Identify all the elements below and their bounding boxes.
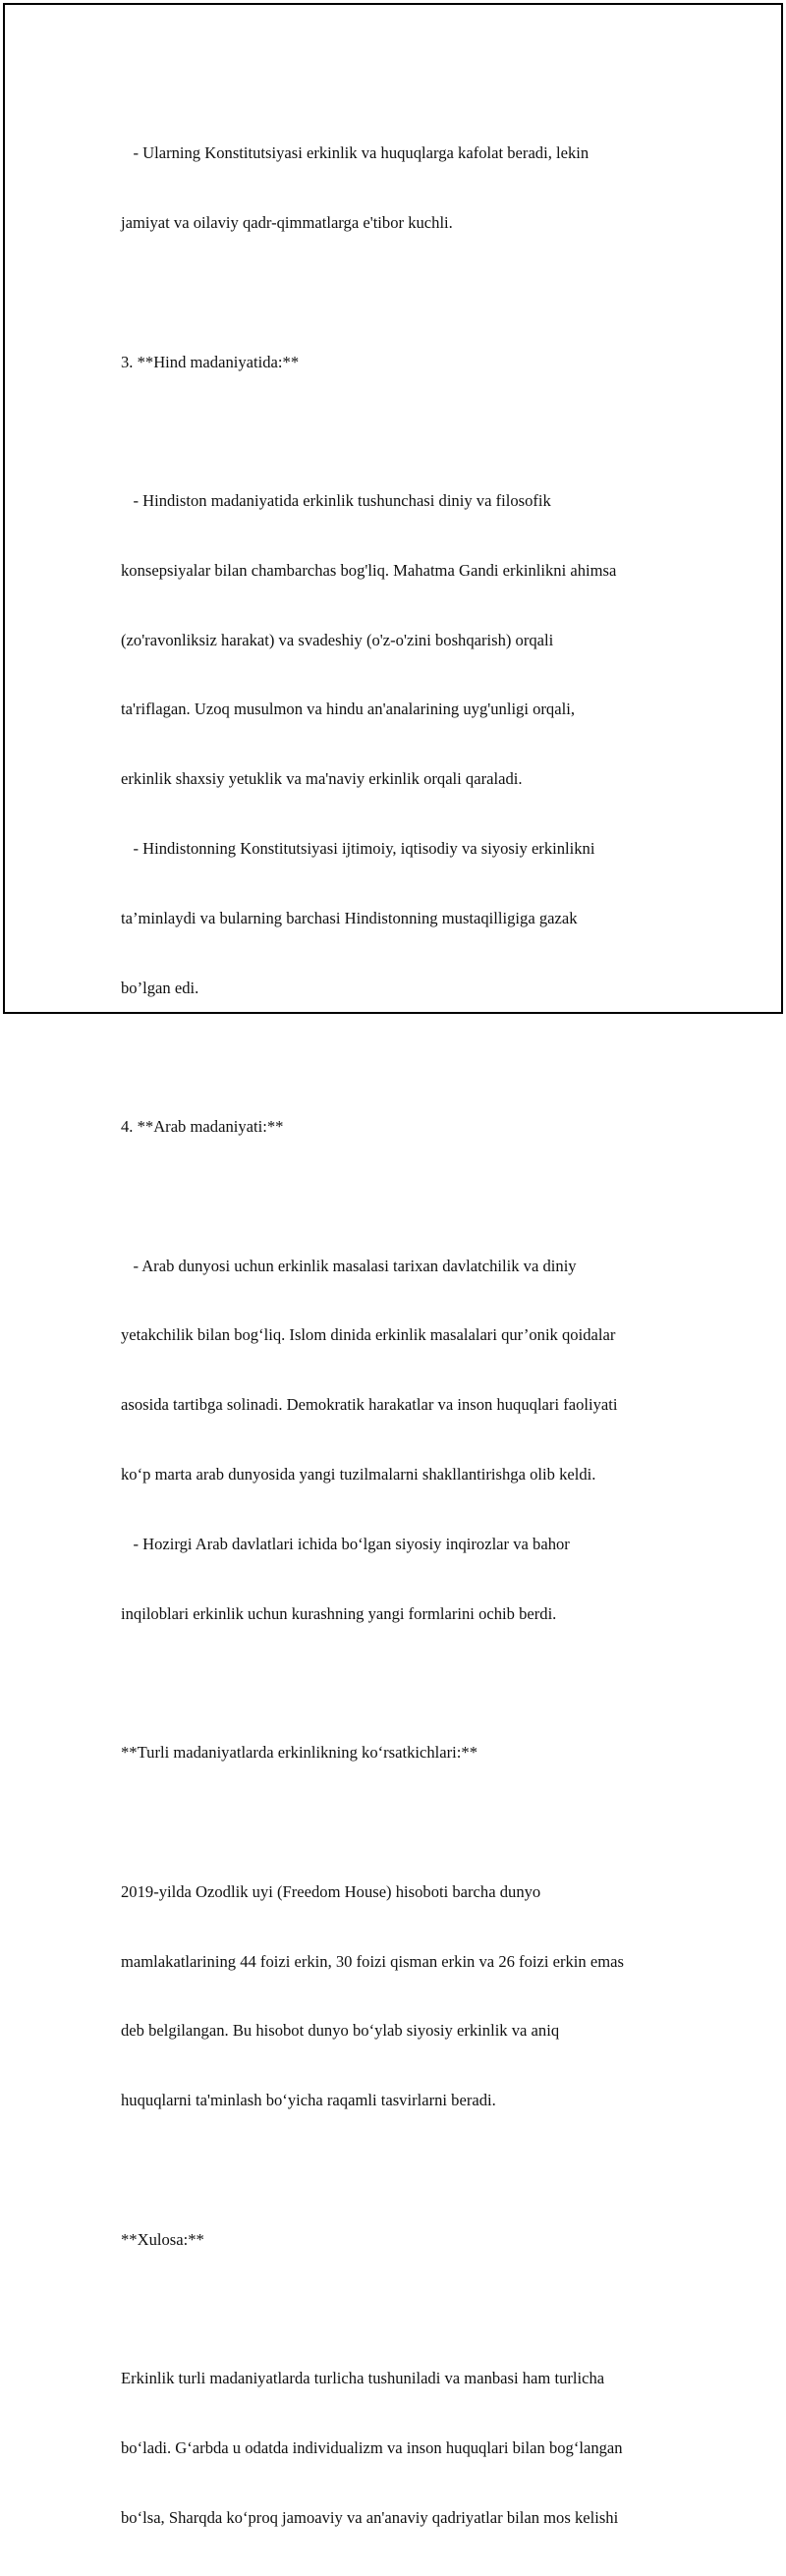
text-line: asosida tartibga solinadi. Demokratik harakatlar va inson huquqlari faoliyati (121, 1395, 618, 1415)
paragraph-gap (121, 1045, 691, 1069)
text-line: - Ularning Konstitutsiyasi erkinlik va huquqlarga kafolat beradi, lekin (121, 143, 590, 163)
text-line: Erkinlik turli madaniyatlarda turlicha tushuniladi va manbasi ham turlicha (121, 2369, 605, 2388)
text-line: bo’lgan edi. (121, 978, 199, 997)
paragraph-gap (121, 420, 691, 443)
section-heading-conclusion (121, 2181, 691, 2297)
paragraph-gap (121, 281, 691, 305)
text-line: ta'riflagan. Uzoq musulmon va hindu an'analarining uyg'unligi orqali, (121, 700, 575, 719)
page-frame (3, 3, 783, 2527)
paragraph-gap (121, 2297, 691, 2321)
paragraph-gap (121, 1185, 691, 1208)
paragraph-constitution-note (121, 95, 691, 281)
text-line: ta’minlaydi va bularning barchasi Hindistonning mustaqilligiga gazak (121, 908, 578, 927)
text-line: bo‘ladi. G‘arbda u odatda individualizm va inson huquqlari bilan bog‘langan (121, 2437, 623, 2457)
section-heading-indicators (121, 1695, 691, 1811)
text-line: **Turli madaniyatlarda erkinlikning ko‘rsatkichlari:** (121, 1743, 477, 1763)
text-line: mamlakatlarining 44 foizi erkin, 30 foizi qisman erkin va 26 foizi erkin emas (121, 1951, 624, 1971)
text-line: inqiloblari erkinlik uchun kurashning yangi formlarini ochib berdi. (121, 1603, 557, 1623)
text-line: yetakchilik bilan bog‘liq. Islom dinida erkinlik masalalari qur’onik qoidalar (121, 1325, 616, 1345)
paragraph-freedom-house (121, 1834, 691, 2158)
text-line: **Xulosa:** (121, 2229, 204, 2249)
text-line: 4. **Arab madaniyati:** (121, 1117, 284, 1137)
text-line: (zo'ravonliksiz harakat) va svadeshiy (o'z-o'zini boshqarish) orqali (121, 630, 554, 649)
text-line: huquqlarni ta'minlash bo‘yicha raqamli tasvirlarni beradi. (121, 2091, 496, 2110)
text-line: erkinlik shaxsiy yetuklik va ma'naviy erkinlik orqali qaraladi. (121, 769, 523, 789)
text-line: deb belgilangan. Bu hisobot dunyo bo‘ylab siyosiy erkinlik va aniq (121, 2021, 560, 2041)
text-line: - Hozirgi Arab davlatlari ichida bo‘lgan siyosiy inqirozlar va bahor (121, 1534, 570, 1553)
section-heading-arab (121, 1069, 691, 1185)
text-line: ko‘p marta arab dunyosida yangi tuzilmalarni shakllantirishga olib keldi. (121, 1465, 596, 1484)
text-line: jamiyat va oilaviy qadr-qimmatlarga e'tibor kuchli. (121, 212, 453, 232)
paragraph-hind (121, 443, 691, 1045)
paragraph-arab (121, 1208, 691, 1672)
document-body (121, 95, 691, 2576)
paragraph-conclusion (121, 2321, 691, 2576)
text-line: - Arab dunyosi uchun erkinlik masalasi tarixan davlatchilik va diniy (121, 1256, 577, 1275)
text-line: bo‘lsa, Sharqda ko‘proq jamoaviy va an'anaviy qadriyatlar bilan mos kelishi (121, 2507, 619, 2527)
text-line: - Hindiston madaniyatida erkinlik tushunchasi diniy va filosofik (121, 491, 551, 511)
text-line: - Hindistonning Konstitutsiyasi ijtimoiy, iqtisodiy va siyosiy erkinlikni (121, 839, 595, 858)
text-line: 2019-yilda Ozodlik uyi (Freedom House) hisoboti barcha dunyo (121, 1881, 541, 1901)
text-line: 3. **Hind madaniyatida:** (121, 352, 300, 371)
section-heading-hind (121, 304, 691, 420)
paragraph-gap (121, 2158, 691, 2182)
paragraph-gap (121, 1811, 691, 1834)
text-line: konsepsiyalar bilan chambarchas bog'liq. Mahatma Gandi erkinlikni ahimsa (121, 560, 617, 580)
paragraph-gap (121, 1671, 691, 1695)
